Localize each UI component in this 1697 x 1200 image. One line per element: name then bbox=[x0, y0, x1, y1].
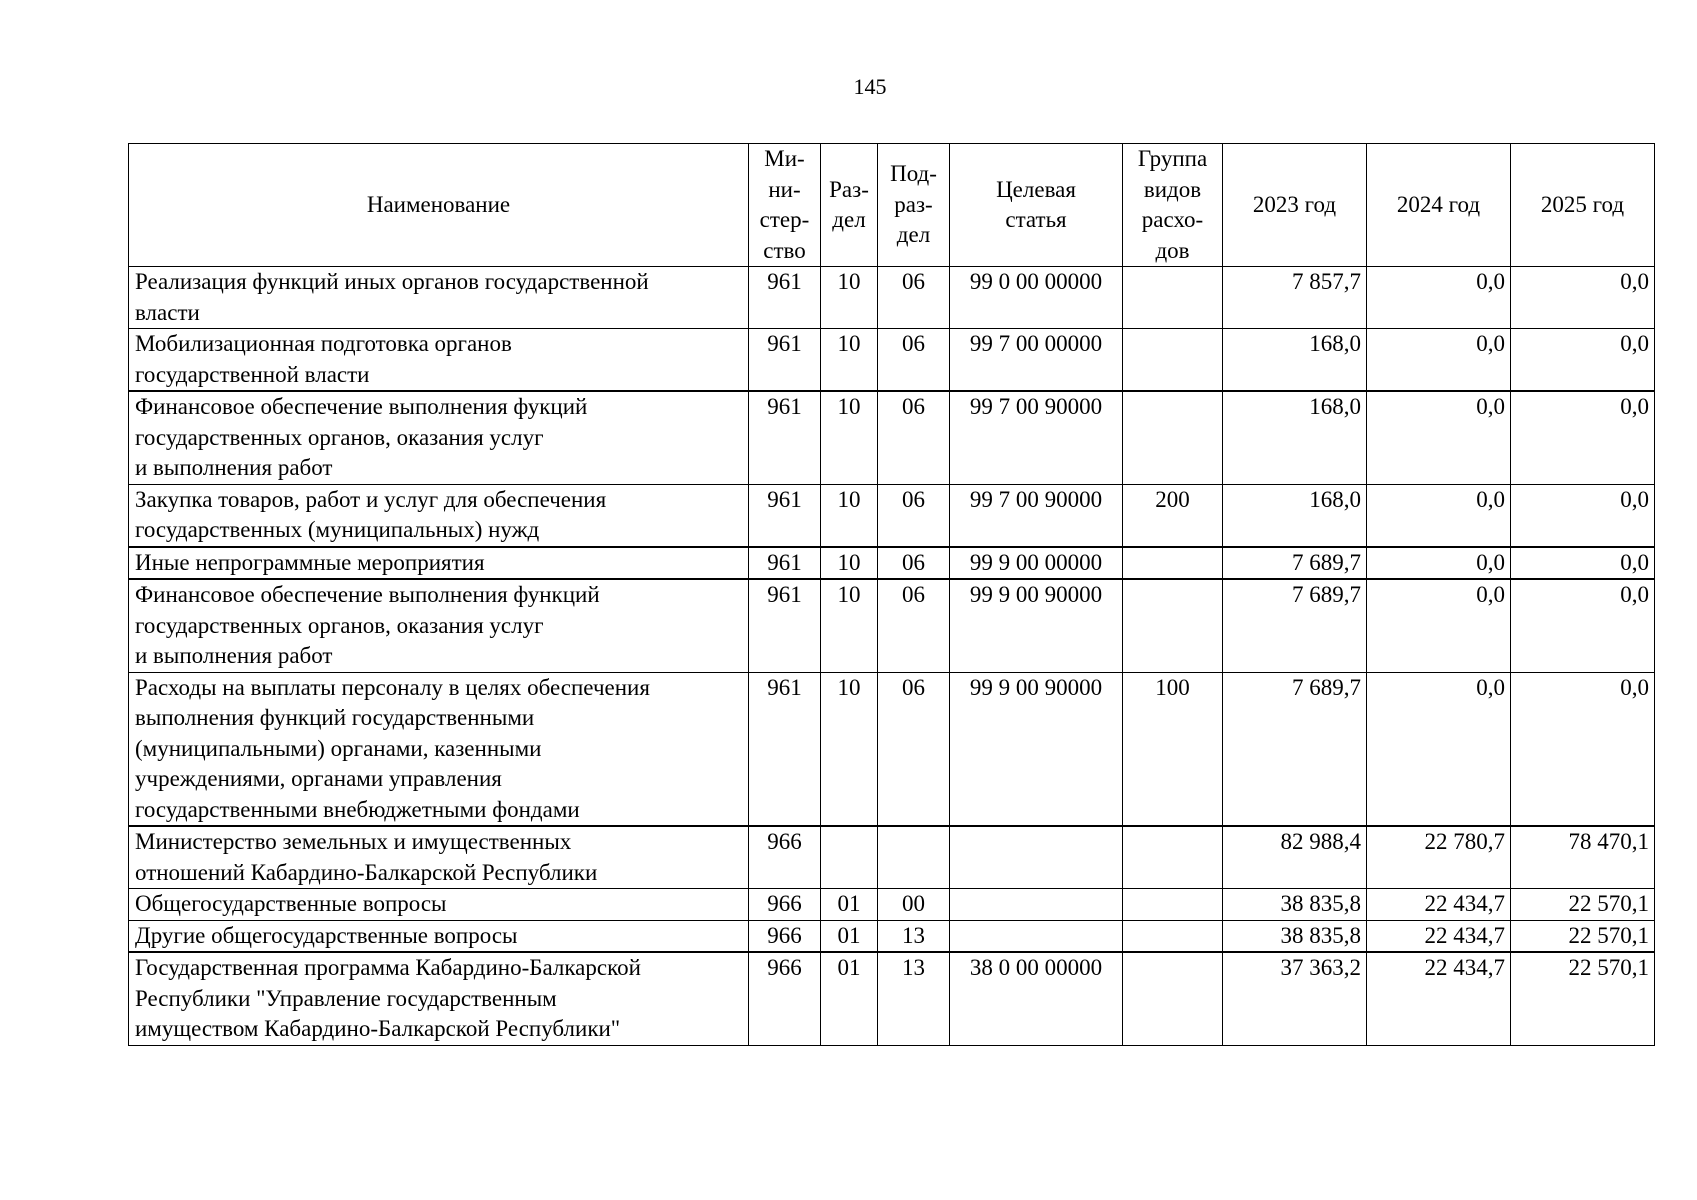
cell-group bbox=[1123, 267, 1223, 329]
cell-y2025: 0,0 bbox=[1511, 329, 1655, 392]
cell-target: 99 9 00 00000 bbox=[950, 547, 1123, 580]
cell-name: Мобилизационная подготовка органов государственной власти bbox=[129, 329, 749, 392]
cell-y2024: 0,0 bbox=[1367, 579, 1511, 672]
cell-y2025: 0,0 bbox=[1511, 391, 1655, 484]
cell-y2024: 0,0 bbox=[1367, 329, 1511, 392]
cell-section bbox=[821, 826, 878, 889]
cell-ministry: 961 bbox=[749, 484, 821, 547]
cell-group bbox=[1123, 329, 1223, 392]
cell-y2025: 0,0 bbox=[1511, 484, 1655, 547]
cell-subsection: 00 bbox=[878, 889, 950, 921]
cell-section: 01 bbox=[821, 952, 878, 1045]
cell-ministry: 961 bbox=[749, 391, 821, 484]
cell-y2024: 22 434,7 bbox=[1367, 889, 1511, 921]
cell-target: 99 7 00 90000 bbox=[950, 484, 1123, 547]
cell-target bbox=[950, 920, 1123, 952]
cell-y2025: 22 570,1 bbox=[1511, 920, 1655, 952]
header-2024: 2024 год bbox=[1367, 144, 1511, 267]
table-row bbox=[129, 920, 1655, 952]
cell-name: Другие общегосударственные вопросы bbox=[129, 920, 749, 952]
header-2023: 2023 год bbox=[1223, 144, 1367, 267]
cell-y2023: 7 689,7 bbox=[1223, 579, 1367, 672]
cell-y2024: 0,0 bbox=[1367, 484, 1511, 547]
header-2025: 2025 год bbox=[1511, 144, 1655, 267]
cell-section: 10 bbox=[821, 672, 878, 826]
cell-subsection: 06 bbox=[878, 547, 950, 580]
cell-subsection: 06 bbox=[878, 672, 950, 826]
cell-y2024: 0,0 bbox=[1367, 267, 1511, 329]
cell-y2024: 0,0 bbox=[1367, 391, 1511, 484]
cell-y2023: 82 988,4 bbox=[1223, 826, 1367, 889]
header-target: Целевая статья bbox=[950, 144, 1123, 267]
cell-subsection: 13 bbox=[878, 920, 950, 952]
cell-ministry: 961 bbox=[749, 329, 821, 392]
cell-name: Финансовое обеспечение выполнения функций государственных органов, оказания услуг и выполнения работ bbox=[129, 579, 749, 672]
cell-target: 99 0 00 00000 bbox=[950, 267, 1123, 329]
table-row bbox=[129, 267, 1655, 329]
cell-target: 99 7 00 90000 bbox=[950, 391, 1123, 484]
cell-y2023: 168,0 bbox=[1223, 484, 1367, 547]
table-row bbox=[129, 889, 1655, 921]
table-row bbox=[129, 391, 1655, 484]
header-group: Группа видов расхо- дов bbox=[1123, 144, 1223, 267]
header-ministry: Ми- ни- стер- ство bbox=[749, 144, 821, 267]
table-row bbox=[129, 547, 1655, 580]
cell-ministry: 961 bbox=[749, 672, 821, 826]
cell-name: Расходы на выплаты персоналу в целях обеспечения выполнения функций государственными (муниципальными) органами, казенными учреждениями, органами управления государственными внебюджетными фондами bbox=[129, 672, 749, 826]
cell-section: 10 bbox=[821, 579, 878, 672]
cell-y2025: 0,0 bbox=[1511, 547, 1655, 580]
table-header-row bbox=[129, 144, 1655, 267]
cell-target bbox=[950, 889, 1123, 921]
table-row bbox=[129, 826, 1655, 889]
cell-group bbox=[1123, 826, 1223, 889]
cell-subsection: 06 bbox=[878, 329, 950, 392]
cell-target: 99 7 00 00000 bbox=[950, 329, 1123, 392]
table-row bbox=[129, 579, 1655, 672]
cell-group: 200 bbox=[1123, 484, 1223, 547]
cell-section: 10 bbox=[821, 547, 878, 580]
cell-subsection: 06 bbox=[878, 267, 950, 329]
cell-y2024: 0,0 bbox=[1367, 672, 1511, 826]
cell-y2025: 0,0 bbox=[1511, 267, 1655, 329]
table-row bbox=[129, 484, 1655, 547]
cell-target bbox=[950, 826, 1123, 889]
cell-y2024: 22 434,7 bbox=[1367, 920, 1511, 952]
cell-group bbox=[1123, 920, 1223, 952]
cell-y2025: 22 570,1 bbox=[1511, 952, 1655, 1045]
cell-name: Министерство земельных и имущественных отношений Кабардино-Балкарской Республики bbox=[129, 826, 749, 889]
table-body bbox=[129, 267, 1655, 1046]
budget-table bbox=[128, 143, 1655, 1046]
cell-group: 100 bbox=[1123, 672, 1223, 826]
page-number: 145 bbox=[853, 74, 887, 99]
cell-group bbox=[1123, 889, 1223, 921]
cell-group bbox=[1123, 547, 1223, 580]
cell-y2024: 22 434,7 bbox=[1367, 952, 1511, 1045]
cell-y2025: 0,0 bbox=[1511, 579, 1655, 672]
header-name: Наименование bbox=[129, 144, 749, 267]
cell-subsection: 06 bbox=[878, 391, 950, 484]
cell-y2025: 78 470,1 bbox=[1511, 826, 1655, 889]
cell-ministry: 966 bbox=[749, 889, 821, 921]
cell-section: 01 bbox=[821, 920, 878, 952]
cell-subsection: 06 bbox=[878, 484, 950, 547]
cell-subsection: 06 bbox=[878, 579, 950, 672]
cell-ministry: 961 bbox=[749, 579, 821, 672]
cell-group bbox=[1123, 391, 1223, 484]
table-row bbox=[129, 952, 1655, 1045]
cell-y2023: 38 835,8 bbox=[1223, 889, 1367, 921]
cell-section: 10 bbox=[821, 267, 878, 329]
cell-group bbox=[1123, 952, 1223, 1045]
header-section: Раз- дел bbox=[821, 144, 878, 267]
cell-name: Финансовое обеспечение выполнения фукций государственных органов, оказания услуг и выполнения работ bbox=[129, 391, 749, 484]
table-row bbox=[129, 329, 1655, 392]
cell-ministry: 966 bbox=[749, 826, 821, 889]
cell-section: 10 bbox=[821, 391, 878, 484]
cell-y2024: 22 780,7 bbox=[1367, 826, 1511, 889]
cell-y2025: 22 570,1 bbox=[1511, 889, 1655, 921]
cell-ministry: 966 bbox=[749, 920, 821, 952]
cell-name: Иные непрограммные мероприятия bbox=[129, 547, 749, 580]
cell-ministry: 966 bbox=[749, 952, 821, 1045]
table-row bbox=[129, 672, 1655, 826]
cell-y2023: 168,0 bbox=[1223, 391, 1367, 484]
cell-target: 99 9 00 90000 bbox=[950, 579, 1123, 672]
cell-section: 10 bbox=[821, 329, 878, 392]
cell-name: Закупка товаров, работ и услуг для обеспечения государственных (муниципальных) нужд bbox=[129, 484, 749, 547]
header-subsection: Под- раз- дел bbox=[878, 144, 950, 267]
cell-group bbox=[1123, 579, 1223, 672]
cell-target: 38 0 00 00000 bbox=[950, 952, 1123, 1045]
cell-name: Реализация функций иных органов государственной власти bbox=[129, 267, 749, 329]
cell-subsection bbox=[878, 826, 950, 889]
cell-section: 10 bbox=[821, 484, 878, 547]
cell-y2023: 7 689,7 bbox=[1223, 672, 1367, 826]
cell-target: 99 9 00 90000 bbox=[950, 672, 1123, 826]
cell-name: Государственная программа Кабардино-Балкарской Республики "Управление государственным имуществом Кабардино-Балкарской Республики" bbox=[129, 952, 749, 1045]
cell-ministry: 961 bbox=[749, 267, 821, 329]
cell-y2023: 38 835,8 bbox=[1223, 920, 1367, 952]
cell-ministry: 961 bbox=[749, 547, 821, 580]
cell-y2025: 0,0 bbox=[1511, 672, 1655, 826]
cell-section: 01 bbox=[821, 889, 878, 921]
cell-y2024: 0,0 bbox=[1367, 547, 1511, 580]
cell-y2023: 168,0 bbox=[1223, 329, 1367, 392]
cell-y2023: 7 689,7 bbox=[1223, 547, 1367, 580]
cell-y2023: 7 857,7 bbox=[1223, 267, 1367, 329]
cell-name: Общегосударственные вопросы bbox=[129, 889, 749, 921]
cell-subsection: 13 bbox=[878, 952, 950, 1045]
cell-y2023: 37 363,2 bbox=[1223, 952, 1367, 1045]
